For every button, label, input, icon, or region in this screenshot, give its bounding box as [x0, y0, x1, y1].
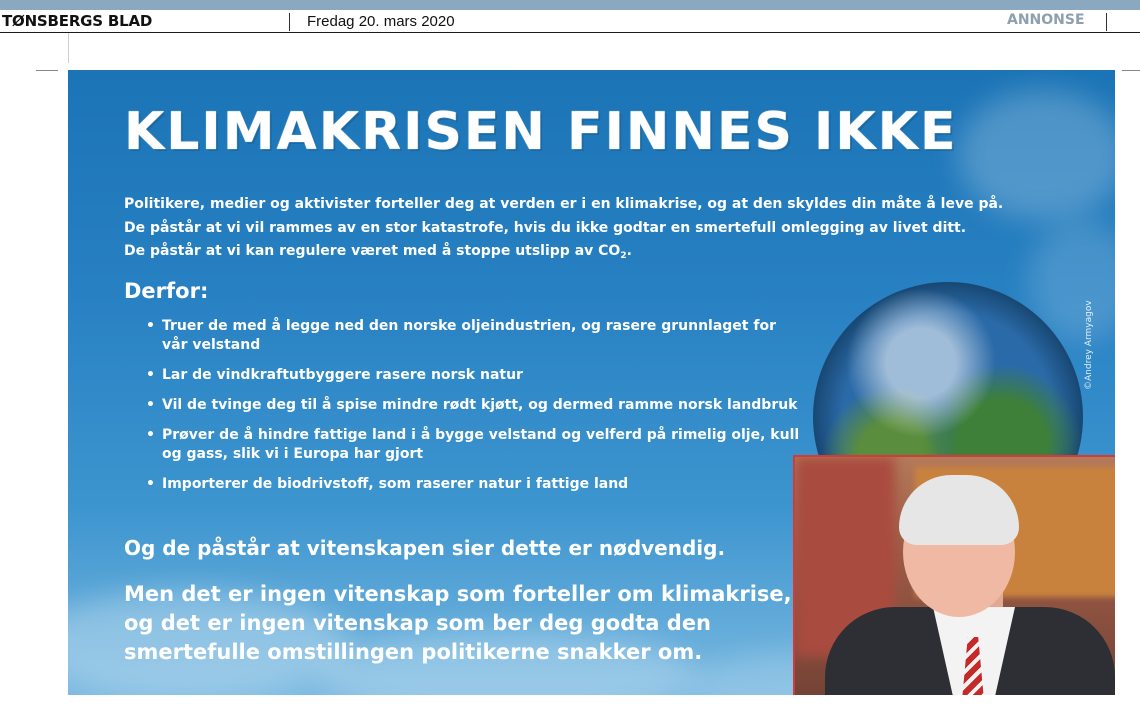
section-label: ANNONSE: [1007, 12, 1085, 28]
list-item: • Lar de vindkraftutbyggere rasere norsk natur: [146, 366, 806, 385]
science-claim: Og de påstår at vitenskapen sier dette er nødvendig.: [124, 536, 726, 560]
closing-line: og det er ingen vitenskap som ber deg godta den: [124, 611, 712, 635]
list-item: • Importerer de biodrivstoff, som raserer natur i fattige land: [146, 475, 806, 494]
closing-line: Men det er ingen vitenskap som forteller om klimakrise,: [124, 582, 792, 606]
masthead: [0, 10, 1140, 33]
intro-line: De påstår at vi vil rammes av en stor katastrofe, hvis du ikke godtar en smertefull omlegging av livet ditt.: [124, 219, 967, 236]
crop-mark-left: [36, 70, 58, 71]
intro-line-end: .: [626, 243, 632, 259]
list-item: • Prøver de å hindre fattige land i å bygge velstand og velferd på rimelig olje, kull og gass, slik vi i Europa har gjort: [146, 426, 806, 464]
intro-line-text: De påstår at vi kan regulere været med å stoppe utslipp av CO: [124, 243, 621, 259]
intro-paragraph: [124, 193, 1114, 266]
newspaper-name: TØNSBERGS BLAD: [2, 12, 153, 30]
advertisement: [68, 70, 1115, 695]
portrait-photo: [793, 455, 1115, 695]
closing-statement: [124, 580, 792, 667]
masthead-divider: [289, 13, 290, 31]
intro-line: Politikere, medier og aktivister forteller deg at verden er i en klimakrise, og at den skyldes din måte å leve på.: [124, 196, 1004, 212]
closing-line: smertefulle omstillingen politikerne snakker om.: [124, 640, 703, 664]
derfor-heading: Derfor:: [124, 279, 209, 303]
list-item: • Truer de med å legge ned den norske oljeindustrien, og rasere grunnlaget for vår velstand: [146, 317, 806, 355]
issue-date: Fredag 20. mars 2020: [307, 13, 455, 30]
crop-mark-right: [1122, 70, 1140, 71]
bullet-list: [146, 317, 806, 505]
ad-headline: KLIMAKRISEN FINNES IKKE: [124, 102, 958, 162]
co2-subscript: 2: [620, 251, 627, 261]
column-rule: [68, 33, 69, 63]
photo-credit: ©Andrey Armyagov: [1084, 300, 1094, 390]
top-color-bar: [0, 0, 1140, 10]
intro-line: [124, 240, 1114, 266]
list-item: • Vil de tvinge deg til å spise mindre rødt kjøtt, og dermed ramme norsk landbruk: [146, 396, 806, 415]
masthead-divider-right: [1106, 13, 1107, 31]
